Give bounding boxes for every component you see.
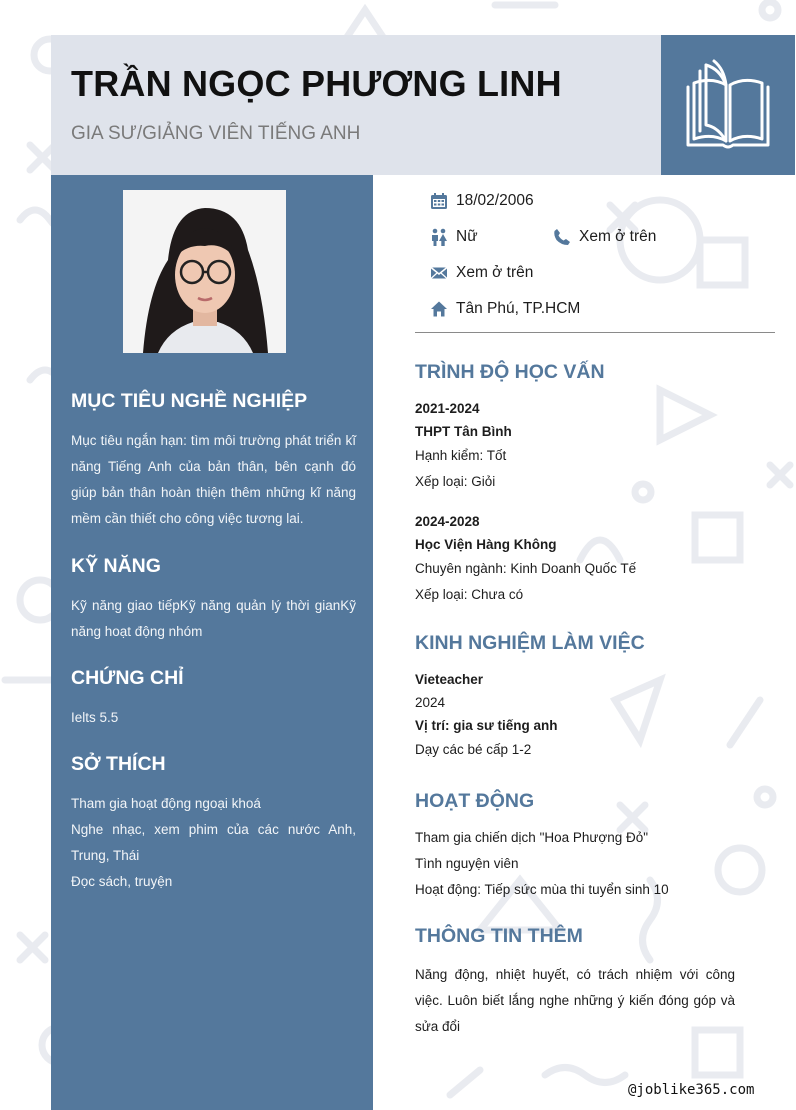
additional-info-text: Năng động, nhiệt huyết, có trách nhiệm với công việc. Luôn biết lắng nghe những ý kiến đóng góp và sửa đổi [415,967,735,1034]
additional-info-heading: THÔNG TIN THÊM [415,925,583,947]
activity-item: Tình nguyện viên [415,856,519,871]
section-heading: KỸ NĂNG [71,555,161,577]
birthdate-value: 18/02/2006 [456,192,534,209]
hobby-item: Đọc sách, truyện [71,874,173,889]
phone-value: Xem ở trên [579,228,657,245]
profile-photo [123,190,286,353]
envelope-icon [430,264,448,282]
left-sidebar [51,175,373,1110]
hobbies-section [71,753,356,895]
experience-heading: KINH NGHIỆM LÀM VIỆC [415,632,645,654]
education-detail: Hạnh kiểm: Tốt [415,448,507,463]
header-banner [51,35,661,175]
skills-text: Kỹ năng giao tiếpKỹ năng quản lý thời gianKỹ năng hoạt động nhóm [71,598,356,639]
additional-info [415,962,735,1040]
header-icon-box [661,35,795,175]
education-school: THPT Tân Bình [415,424,512,439]
experience-position: Vị trí: gia sư tiếng anh [415,718,558,733]
activities-list [415,825,735,903]
skills-section [71,555,356,645]
education-detail: Xếp loại: Chưa có [415,587,524,602]
hobby-item: Nghe nhạc, xem phim của các nước Anh, Trung, Thái [71,822,356,863]
section-heading: CHỨNG CHỈ [71,667,184,689]
birthdate-row [430,192,534,210]
certificate-item: Ielts 5.5 [71,710,119,725]
experience-entry [415,668,735,763]
education-school: Học Viện Hàng Không [415,537,557,552]
hobby-item: Tham gia hoạt động ngoại khoá [71,796,261,811]
home-icon [430,300,448,318]
open-book-icon [680,57,776,153]
experience-year: 2024 [415,695,446,710]
contact-divider [415,332,775,333]
education-period: 2024-2028 [415,514,480,529]
phone-icon [553,228,571,246]
activity-item: Tham gia chiến dịch "Hoa Phượng Đỏ" [415,830,649,845]
career-objective-section [71,390,356,532]
gender-row [430,228,478,246]
email-value: Xem ở trên [456,264,534,281]
education-entry [415,397,735,495]
people-icon [430,228,448,246]
address-value: Tân Phú, TP.HCM [456,300,581,317]
calendar-icon [430,192,448,210]
job-title: GIA SƯ/GIẢNG VIÊN TIẾNG ANH [71,123,361,144]
experience-company: Vieteacher [415,672,484,687]
footer-watermark: @joblike365.com [628,1082,755,1098]
candidate-name: TRẦN NGỌC PHƯƠNG LINH [71,63,562,104]
education-detail: Chuyên ngành: Kinh Doanh Quốc Tế [415,561,637,576]
address-row [430,300,580,318]
certificates-section [71,667,356,731]
activities-heading: HOẠT ĐỘNG [415,790,535,812]
phone-row [553,228,656,246]
objective-text: Mục tiêu ngắn hạn: tìm môi trường phát triển kĩ năng Tiếng Anh của bản thân, bên cạnh đó giúp bản thân hoàn thiện thêm những kĩ năng mềm cần thiết cho công việc tương lai. [71,433,356,526]
section-heading: SỞ THÍCH [71,753,166,775]
experience-description: Dạy các bé cấp 1-2 [415,742,532,757]
education-heading: TRÌNH ĐỘ HỌC VẤN [415,361,605,383]
email-row [430,264,533,282]
section-heading: MỤC TIÊU NGHỀ NGHIỆP [71,390,308,412]
education-detail: Xếp loại: Giỏi [415,474,496,489]
education-period: 2021-2024 [415,401,480,416]
gender-value: Nữ [456,228,478,245]
activity-item: Hoạt động: Tiếp sức mùa thi tuyển sinh 10 [415,882,669,897]
education-entry [415,510,735,608]
